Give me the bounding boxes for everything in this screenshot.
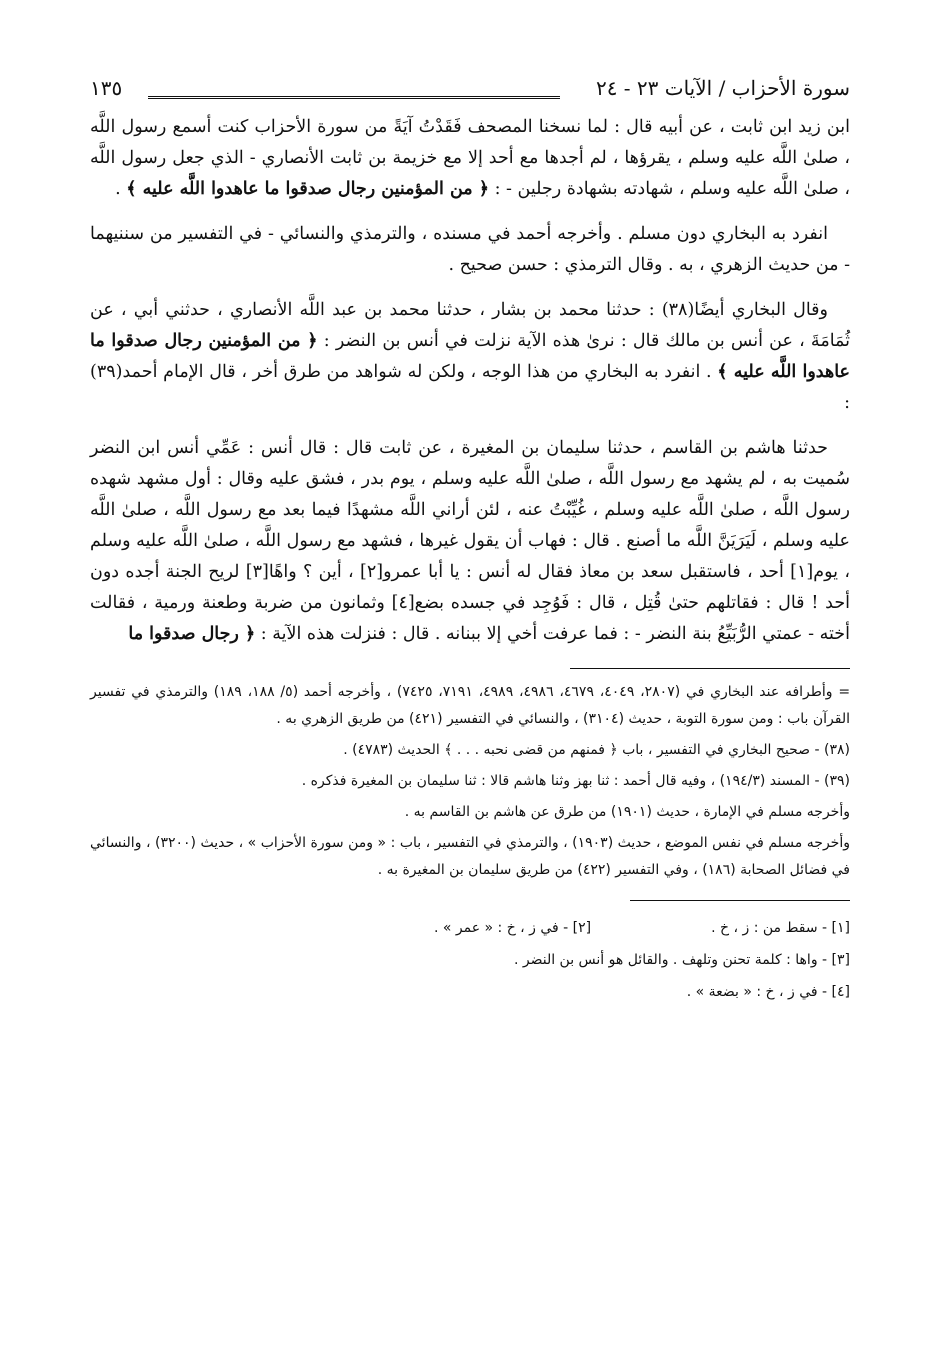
running-header (90, 72, 850, 112)
footnote-divider (570, 668, 850, 669)
paragraph-2 (90, 219, 850, 281)
paragraph-1 (90, 112, 850, 205)
variant-row-1 (90, 915, 850, 941)
footnote-39-others: وأخرجه مسلم في نفس الموضع ، حديث (١٩٠٣) ، والترمذي في التفسير ، باب : « ومن سورة الأحزاب » ، حديث (٣٢٠٠) ، والنسائي في فضائل الصحابة (١٨٦) ، وفي التفسير (٤٢٢) من طريق سليمان بن المغيرة به . (90, 835, 850, 878)
footnote-39-muslim: وأخرجه مسلم في الإمارة ، حديث (١٩٠١) من طرق عن هاشم بن القاسم به . (404, 804, 850, 820)
surah-title: سورة الأحزاب / الآيات ٢٣ - ٢٤ (595, 76, 850, 100)
variants-divider (630, 900, 850, 901)
book-page (90, 72, 850, 1011)
page-number: ١٣٥ (90, 76, 123, 100)
variant-3: [٣] - واها : كلمة تحنن وتلهف . والقائل هو أنس بن النضر . (513, 952, 850, 968)
paragraph-text: حدثنا هاشم بن القاسم ، حدثنا سليمان بن المغيرة ، عن ثابت قال : قال أنس : عَمِّي أنس ابن النضر سُميت به ، لم يشهد مع رسول اللَّه ، صلىٰ اللَّه عليه وسلم ، يوم بدر ، فشق عليه وقال : أول مشهد شهده رسول اللَّه ، صلىٰ اللَّه عليه وسلم ، غُيِّبْتُ عنه ، لئن أراني اللَّه مشهدًا فيما بعد مع رسول اللَّه ، صلىٰ اللَّه عليه وسلم ، لَيَرَيَنَّ اللَّه ما أصنع . قال : فهاب أن يقول غيرها ، فشهد مع رسول اللَّه ، صلىٰ اللَّه عليه وسلم ، يوم[١] أحد ، فاستقبل سعد بن معاذ فقال له أنس : يا أبا عمرو[٢] ، أين ؟ واهًا[٣] لريح الجنة أجده دون أحد ! قال : فقاتلهم حتىٰ قُتِل ، قال : فَوُجِد في جسده بضع[٤] وثمانون من ضربة وطعنة ورمية ، فقالت أخته - عمتي الرُّبَيِّعُ بنة النضر - : فما عرفت أخي إلا ببنانه . قال : فنزلت هذه الآية : (90, 438, 851, 644)
paragraph-3 (90, 295, 850, 419)
paragraph-text: . انفرد به البخاري من هذا الوجه ، ولكن له شواهد من طرق أخر ، قال الإمام أحمد(٣٩) : (90, 362, 850, 413)
footnote-38: (٣٨) - صحيح البخاري في التفسير ، باب ﴿ فمنهم من قضى نحبه . . . ﴾ الحديث (٤٧٨٣) . (343, 742, 850, 758)
footnote-continuation: = وأطرافه عند البخاري في (٢٨٠٧، ٤٠٤٩، ٤٦٧٩، ٤٩٨٦، ٤٩٨٩، ٧١٩١، ٧٤٢٥) ، وأخرجه أحمد (٥/ ١٨٨، ١٨٩) والترمذي في تفسير القرآن باب : ومن سورة التوبة ، حديث (٣١٠٤) ، والنسائي في التفسير (٤٢١) من طريق الزهري به . (90, 684, 851, 727)
variant-4: [٤] - في ز ، خ : « بضعة » . (686, 984, 850, 1000)
main-text (90, 112, 850, 650)
variant-2: [٢] - في ز ، خ : « عمر » . (433, 920, 592, 936)
manuscript-variants (90, 915, 850, 1005)
quran-quote: ﴿ من المؤمنين رجال صدقوا ما عاهدوا اللَّه عليه ﴾ (90, 331, 850, 382)
footnotes (90, 679, 850, 884)
paragraph-text: انفرد به البخاري دون مسلم . وأخرجه أحمد في مسنده ، والترمذي والنسائي - في التفسير من سننيهما - من حديث الزهري ، به . وقال الترمذي : حسن صحيح . (90, 224, 850, 275)
quran-quote: ﴿ رجال صدقوا ما (128, 624, 256, 644)
quran-quote: ﴿ من المؤمنين رجال صدقوا ما عاهدوا اللَّه عليه ﴾ (126, 179, 490, 199)
header-rule (148, 96, 560, 99)
paragraph-4 (90, 433, 850, 650)
paragraph-text: . (115, 179, 127, 199)
paragraph-text: ابن زيد ابن ثابت ، عن أبيه قال : لما نسخنا المصحف فَقَدْتُ آيَةً من سورة الأحزاب كنت أسمع رسول اللَّه ، صلىٰ اللَّه عليه وسلم ، يقرؤها ، لم أجدها مع أحد إلا مع خزيمة بن ثابت الأنصاري - الذي جعل رسول اللَّه ، صلىٰ اللَّه عليه وسلم ، شهادته بشهادة رجلين - : (90, 117, 850, 199)
variant-1: [١] - سقط من : ز ، خ . (711, 920, 850, 936)
footnote-39: (٣٩) - المسند (١٩٤/٣) ، وفيه قال أحمد : ثنا بهز وثنا هاشم قالا : ثنا سليمان بن المغيرة فذكره . (301, 773, 850, 789)
paragraph-text: وقال البخاري أيضًا(٣٨) : حدثنا محمد بن بشار ، حدثنا محمد بن عبد اللَّه الأنصاري ، حدثني أبي ، عن ثُمَامَةَ ، عن أنس بن مالك قال : نرىٰ هذه الآية نزلت في أنس بن النضر : (90, 300, 851, 351)
